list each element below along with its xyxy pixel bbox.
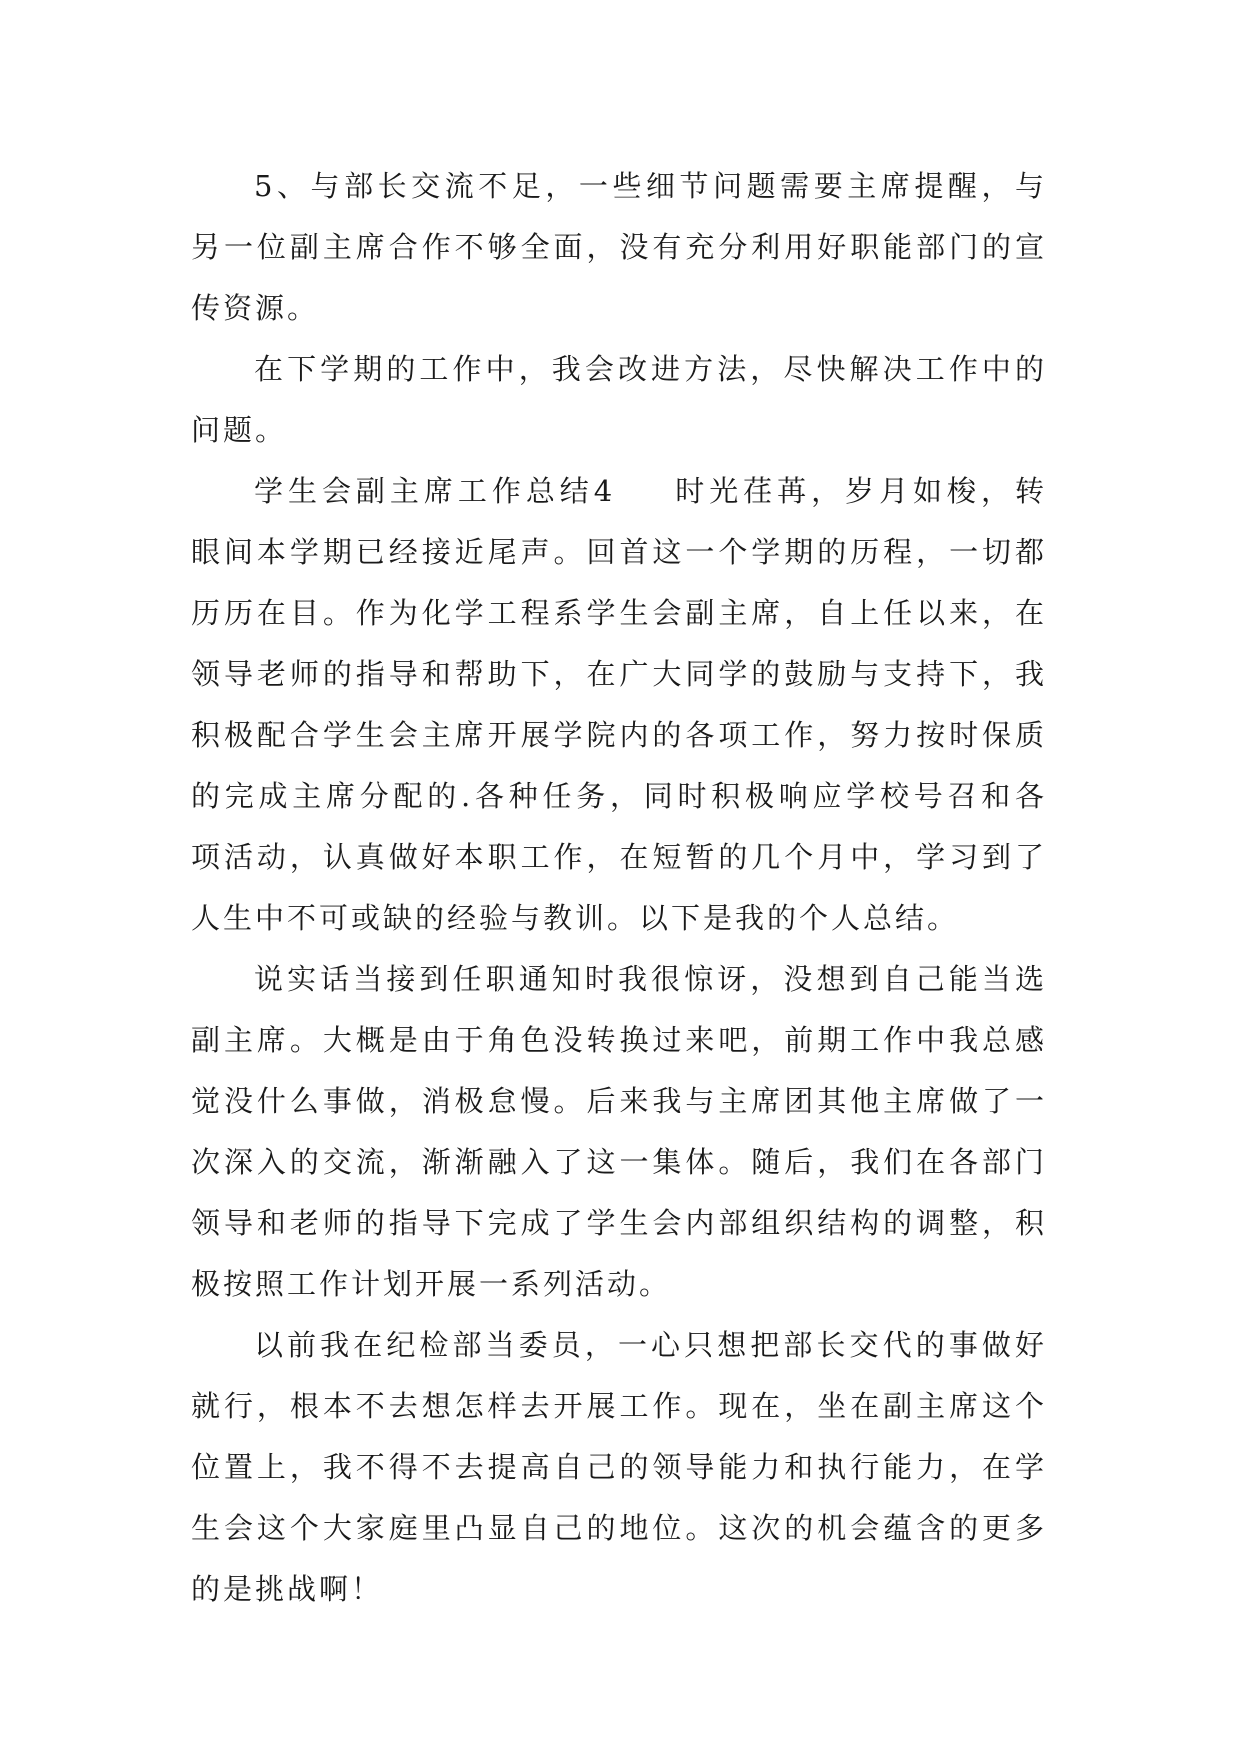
text-line: 5、与部长交流不足，一些细节问题需要主席提醒，与: [254, 169, 1047, 203]
text-line: 传资源。: [191, 291, 320, 325]
paragraph-shortcomings: [191, 156, 1047, 339]
text-line: 的完成主席分配的.各种任务，同时积极响应学校号召和各: [191, 779, 1047, 813]
text-line: 问题。: [191, 413, 288, 447]
text-line: 以前我在纪检部当委员，一心只想把部长交代的事做好: [254, 1328, 1047, 1362]
text-line: 领导和老师的指导下完成了学生会内部组织结构的调整，积: [191, 1206, 1047, 1240]
paragraph-summary-4: [191, 461, 1047, 949]
text-line: 觉没什么事做，消极怠慢。后来我与主席团其他主席做了一: [191, 1084, 1047, 1118]
text-line: 就行，根本不去想怎样去开展工作。现在，坐在副主席这个: [191, 1389, 1047, 1423]
paragraph-challenge: [191, 1315, 1047, 1620]
text-line: 生会这个大家庭里凸显自己的地位。这次的机会蕴含的更多: [191, 1511, 1047, 1545]
text-line: 项活动，认真做好本职工作，在短暂的几个月中，学习到了: [191, 840, 1047, 874]
text-line: 积极配合学生会主席开展学院内的各项工作，努力按时保质: [191, 718, 1047, 752]
paragraph-appointment: [191, 949, 1047, 1315]
text-line: 次深入的交流，渐渐融入了这一集体。随后，我们在各部门: [191, 1145, 1047, 1179]
text-line-remainder: 时光荏苒，岁月如梭，转: [673, 474, 1047, 508]
text-line: 位置上，我不得不去提高自己的领导能力和执行能力，在学: [191, 1450, 1047, 1484]
text-line: 领导老师的指导和帮助下，在广大同学的鼓励与支持下，我: [191, 657, 1047, 691]
text-line: 的是挑战啊！: [191, 1572, 384, 1606]
text-line: 历历在目。作为化学工程系学生会副主席，自上任以来，在: [191, 596, 1047, 630]
document-body: [191, 156, 1047, 1620]
paragraph-next-term: [191, 339, 1047, 461]
text-line: 副主席。大概是由于角色没转换过来吧，前期工作中我总感: [191, 1023, 1047, 1057]
text-line: 人生中不可或缺的经验与教训。以下是我的个人总结。: [191, 901, 960, 935]
text-line: 说实话当接到任职通知时我很惊讶，没想到自己能当选: [254, 962, 1047, 996]
text-line: [191, 461, 1047, 522]
text-line: 在下学期的工作中，我会改进方法，尽快解决工作中的: [254, 352, 1047, 386]
text-line: 另一位副主席合作不够全面，没有充分利用好职能部门的宣: [191, 230, 1047, 264]
text-line: 极按照工作计划开展一系列活动。: [191, 1267, 672, 1301]
text-line: 眼间本学期已经接近尾声。回首这一个学期的历程，一切都: [191, 535, 1047, 569]
section-heading: 学生会副主席工作总结4: [254, 474, 616, 508]
